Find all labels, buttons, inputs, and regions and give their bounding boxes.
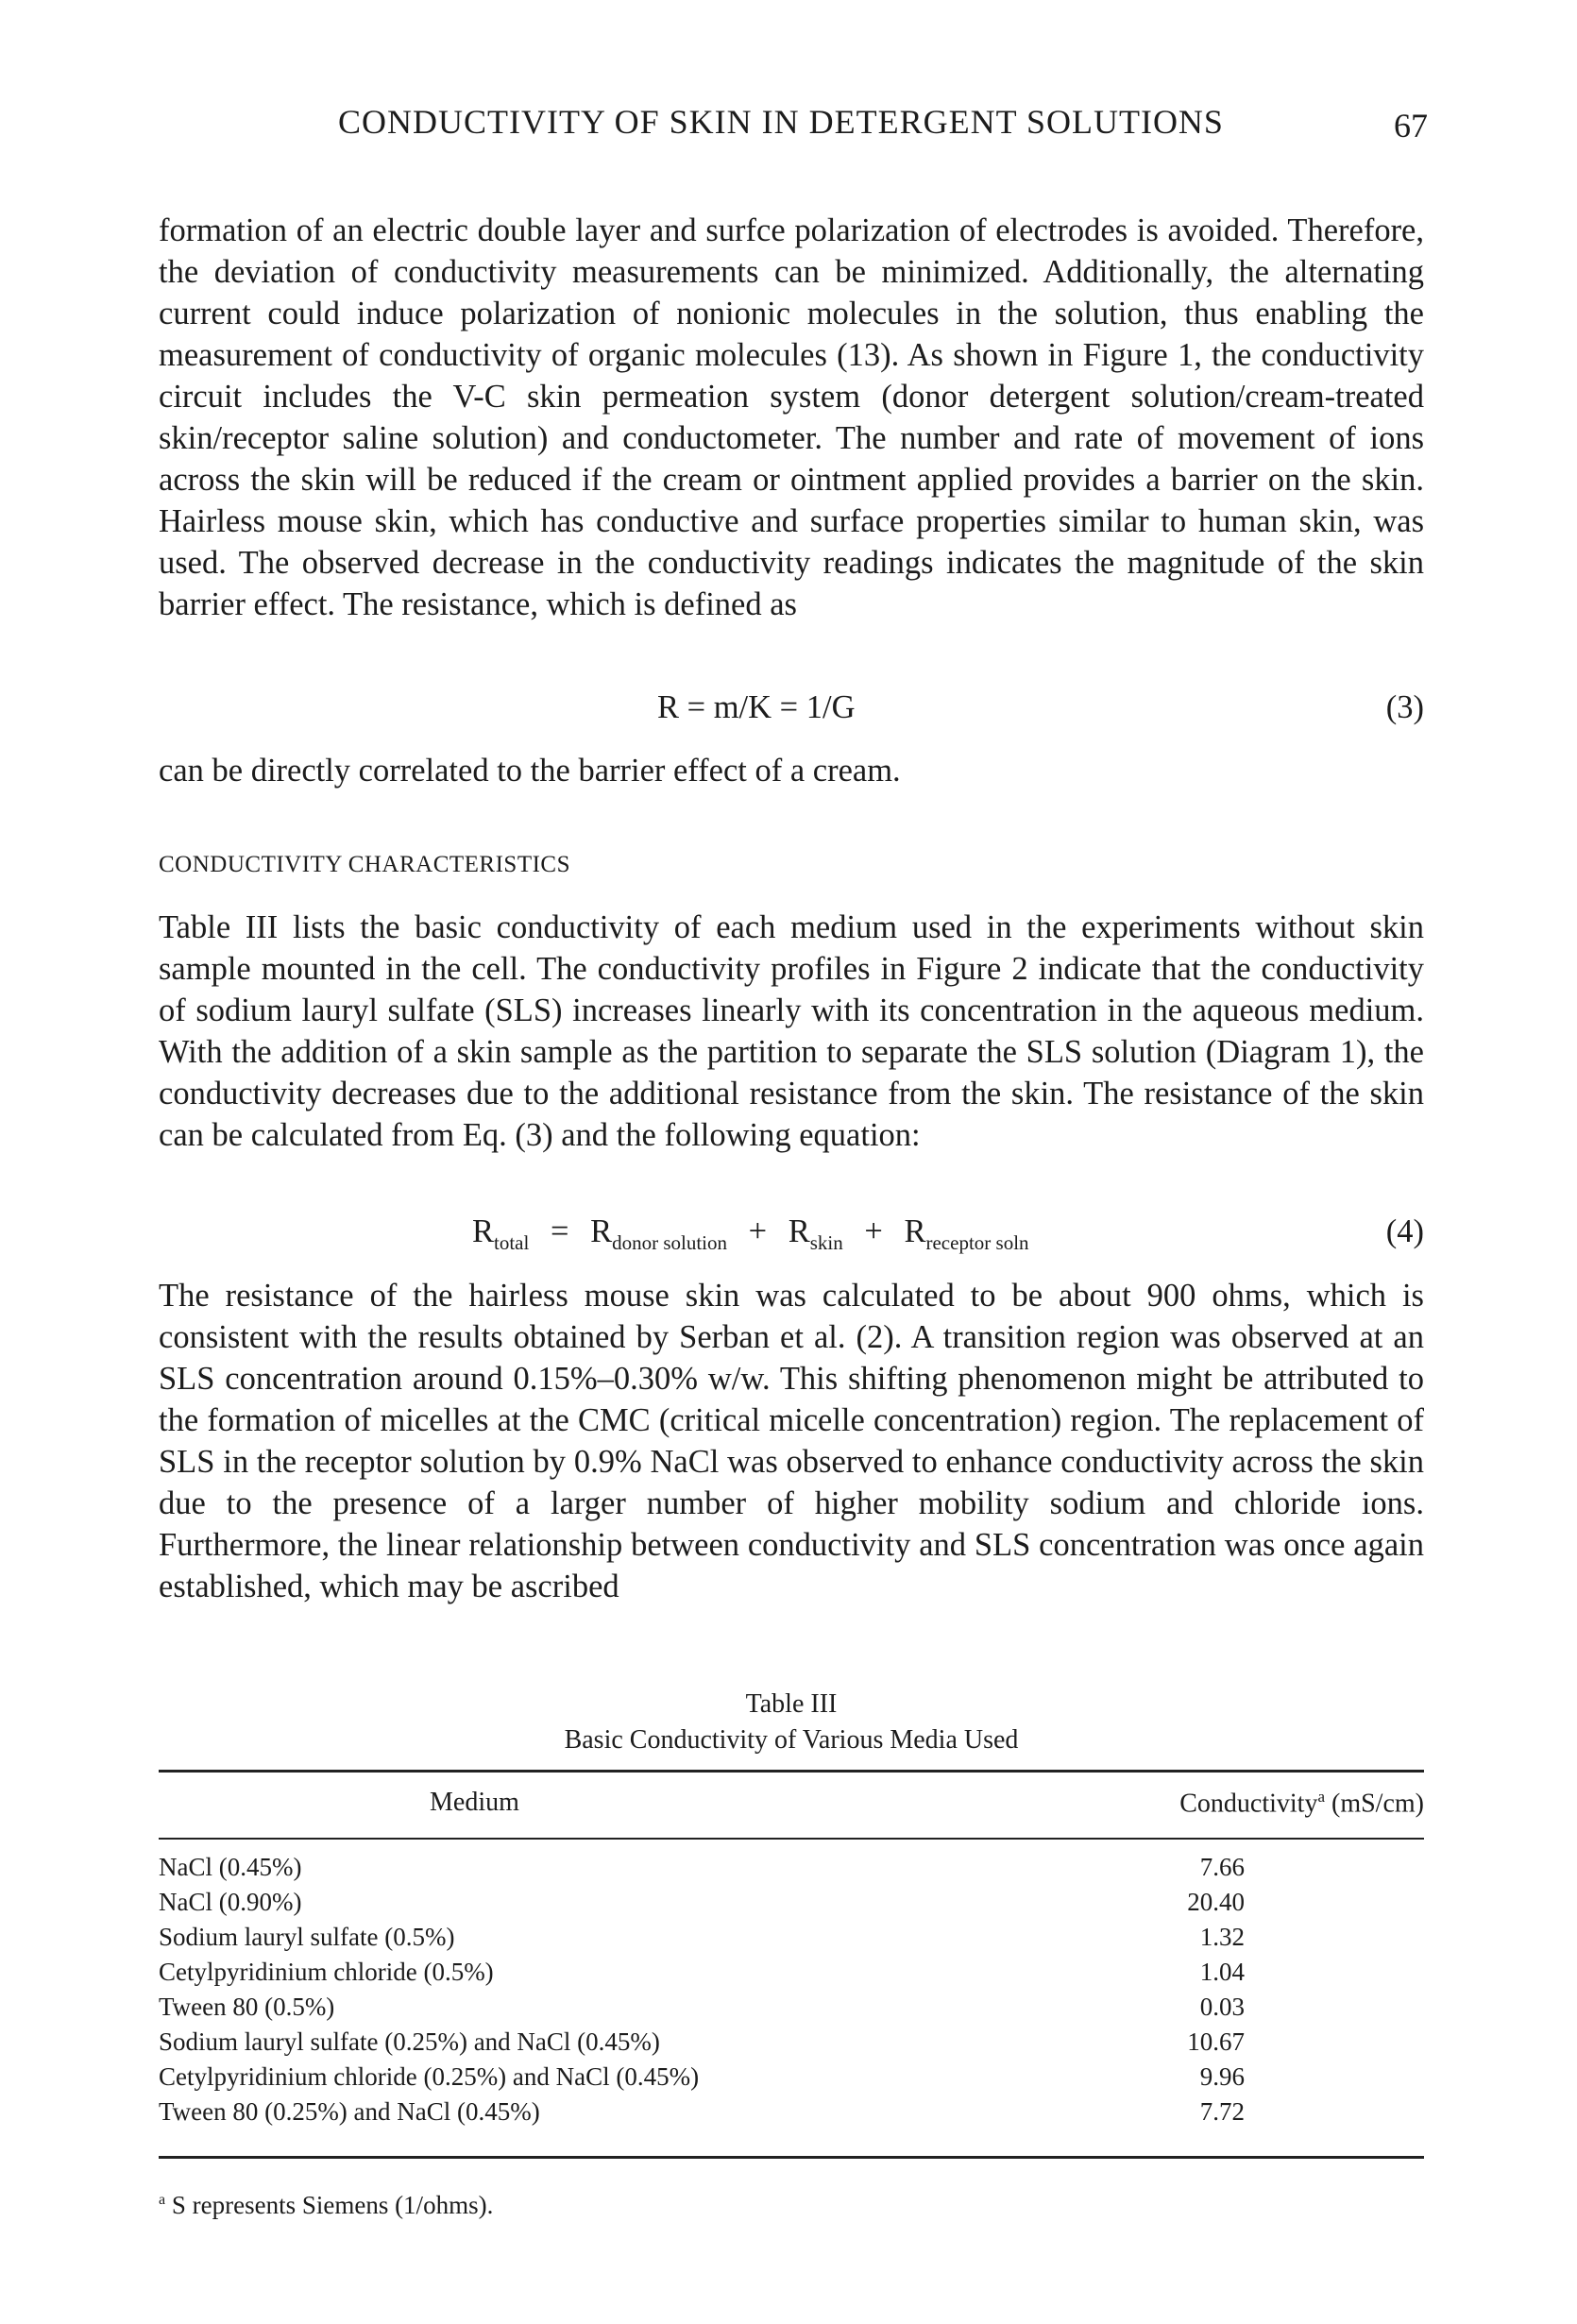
table-row xyxy=(159,2062,1424,2097)
cell-medium: Sodium lauryl sulfate (0.25%) and NaCl (0.45%) xyxy=(159,2027,660,2056)
running-head xyxy=(0,102,1577,159)
paragraph-conductivity-characteristics: Table III lists the basic conductivity of each medium used in the experiments without skin sample mounted in the cell. The conductivity profiles in Figure 2 indicate that the conductivity of sodium lauryl sulfate (SLS) increases linearly with its concentration in the aqueous medium. With the addition of a skin sample as the partition to separate the SLS solution (Diagram 1), the conductivity decreases due to the additional resistance from the skin. The resistance of the skin can be calculated from Eq. (3) and the following equation: xyxy=(159,909,1424,1153)
cell-medium: NaCl (0.90%) xyxy=(159,1888,302,1916)
paragraph-conductivity-method: formation of an electric double layer and surfce polarization of electrodes is avoided. Therefore, the deviation of conductivity measurements can be minimized. Additionally, the alternating current could induce polarization of nonionic molecules in the solution, thus enabling the measurement of conductivity of organic molecules (13). As shown in Figure 1, the conductivity circuit includes the V-C skin permeation system (donor detergent solution/cream-treated skin/receptor saline solution) and conductometer. The number and rate of movement of ions across the skin will be reduced if the cream or ointment applied provides a barrier on the skin. Hairless mouse skin, which has conductive and surface properties similar to human skin, was used. The observed decrease in the conductivity readings indicates the magnitude of the skin barrier effect. The resistance, which is defined as xyxy=(159,212,1424,622)
footnote-marker: a xyxy=(159,2192,166,2208)
eq4-term: R xyxy=(472,1213,495,1249)
column-header-conductivity-label: Conductivity xyxy=(1179,1789,1318,1819)
cell-conductivity: 20.40 xyxy=(1187,1888,1245,1916)
eq4-term: R xyxy=(904,1213,926,1249)
table-row xyxy=(159,2097,1424,2132)
eq4-subscript: skin xyxy=(809,1231,843,1254)
cell-conductivity: 1.32 xyxy=(1199,1923,1245,1951)
eq4-operator: + xyxy=(748,1213,768,1249)
equation-4-number: (4) xyxy=(1385,1213,1424,1249)
paragraph-skin-resistance: The resistance of the hairless mouse skin was calculated to be about 900 ohms, which is consistent with the results obtained by Serban et al. (2). A transition region was observed at an SLS concentration around 0.15%–0.30% w/w. This shifting phenomenon might be attributed to the formation of micelles at the CMC (critical micelle concentration) region. The replacement of SLS in the receptor solution by 0.9% NaCl was observed to enhance conductivity across the skin due to the presence of a larger number of higher mobility sodium and chloride ions. Furthermore, the linear relationship between conductivity and SLS concentration was once again established, which may be ascribed xyxy=(159,1278,1424,1604)
equation-3-body: R = m/K = 1/G xyxy=(657,689,856,725)
equation-4 xyxy=(159,1213,1424,1261)
eq4-term: R xyxy=(788,1213,810,1249)
section-heading: CONDUCTIVITY CHARACTERISTICS xyxy=(159,852,570,877)
table-row xyxy=(159,1853,1424,1888)
table-footnote xyxy=(159,2191,493,2220)
equation-3 xyxy=(159,689,1424,737)
cell-medium: Cetylpyridinium chloride (0.5%) xyxy=(159,1958,494,1986)
paragraph-barrier-correlation: can be directly correlated to the barrier effect of a cream. xyxy=(159,753,901,789)
footnote-marker: a xyxy=(1317,1788,1325,1806)
cell-conductivity: 10.67 xyxy=(1187,2027,1245,2056)
footnote-text: S represents Siemens (1/ohms). xyxy=(165,2191,494,2219)
table-label: Table III xyxy=(745,1689,838,1719)
column-header-conductivity xyxy=(1179,1788,1424,1819)
table-caption xyxy=(159,1687,1424,1758)
cell-conductivity: 1.04 xyxy=(1199,1958,1245,1986)
table-row xyxy=(159,1888,1424,1923)
table-row xyxy=(159,1993,1424,2027)
eq4-operator: + xyxy=(864,1213,883,1249)
eq4-term: R xyxy=(590,1213,613,1249)
cell-conductivity: 0.03 xyxy=(1199,1993,1245,2021)
cell-conductivity: 7.66 xyxy=(1199,1853,1245,1881)
table-row xyxy=(159,1923,1424,1958)
table-body xyxy=(159,1853,1424,2132)
cell-conductivity: 7.72 xyxy=(1199,2097,1245,2126)
table-row xyxy=(159,2027,1424,2062)
page-number: 67 xyxy=(1394,107,1428,144)
eq4-subscript: receptor soln xyxy=(925,1231,1029,1254)
column-header-unit: (mS/cm) xyxy=(1325,1789,1424,1819)
cell-medium: Tween 80 (0.5%) xyxy=(159,1993,335,2021)
eq4-operator: = xyxy=(550,1213,569,1249)
cell-medium: Tween 80 (0.25%) and NaCl (0.45%) xyxy=(159,2097,540,2126)
table-top-rule xyxy=(159,1770,1424,1773)
equation-4-body xyxy=(472,1213,1029,1255)
table-row xyxy=(159,1958,1424,1993)
eq4-subscript: total xyxy=(494,1231,530,1254)
cell-conductivity: 9.96 xyxy=(1199,2062,1245,2091)
eq4-subscript: donor solution xyxy=(612,1231,727,1254)
table-header-rule xyxy=(159,1838,1424,1840)
table-bottom-rule xyxy=(159,2156,1424,2159)
table-title: Basic Conductivity of Various Media Used xyxy=(564,1725,1019,1755)
equation-3-number: (3) xyxy=(1385,689,1424,725)
cell-medium: Cetylpyridinium chloride (0.25%) and NaCl (0.45%) xyxy=(159,2062,700,2091)
running-title: CONDUCTIVITY OF SKIN IN DETERGENT SOLUTIONS xyxy=(338,103,1224,141)
cell-medium: Sodium lauryl sulfate (0.5%) xyxy=(159,1923,455,1951)
column-header-medium: Medium xyxy=(430,1788,519,1817)
cell-medium: NaCl (0.45%) xyxy=(159,1853,302,1881)
